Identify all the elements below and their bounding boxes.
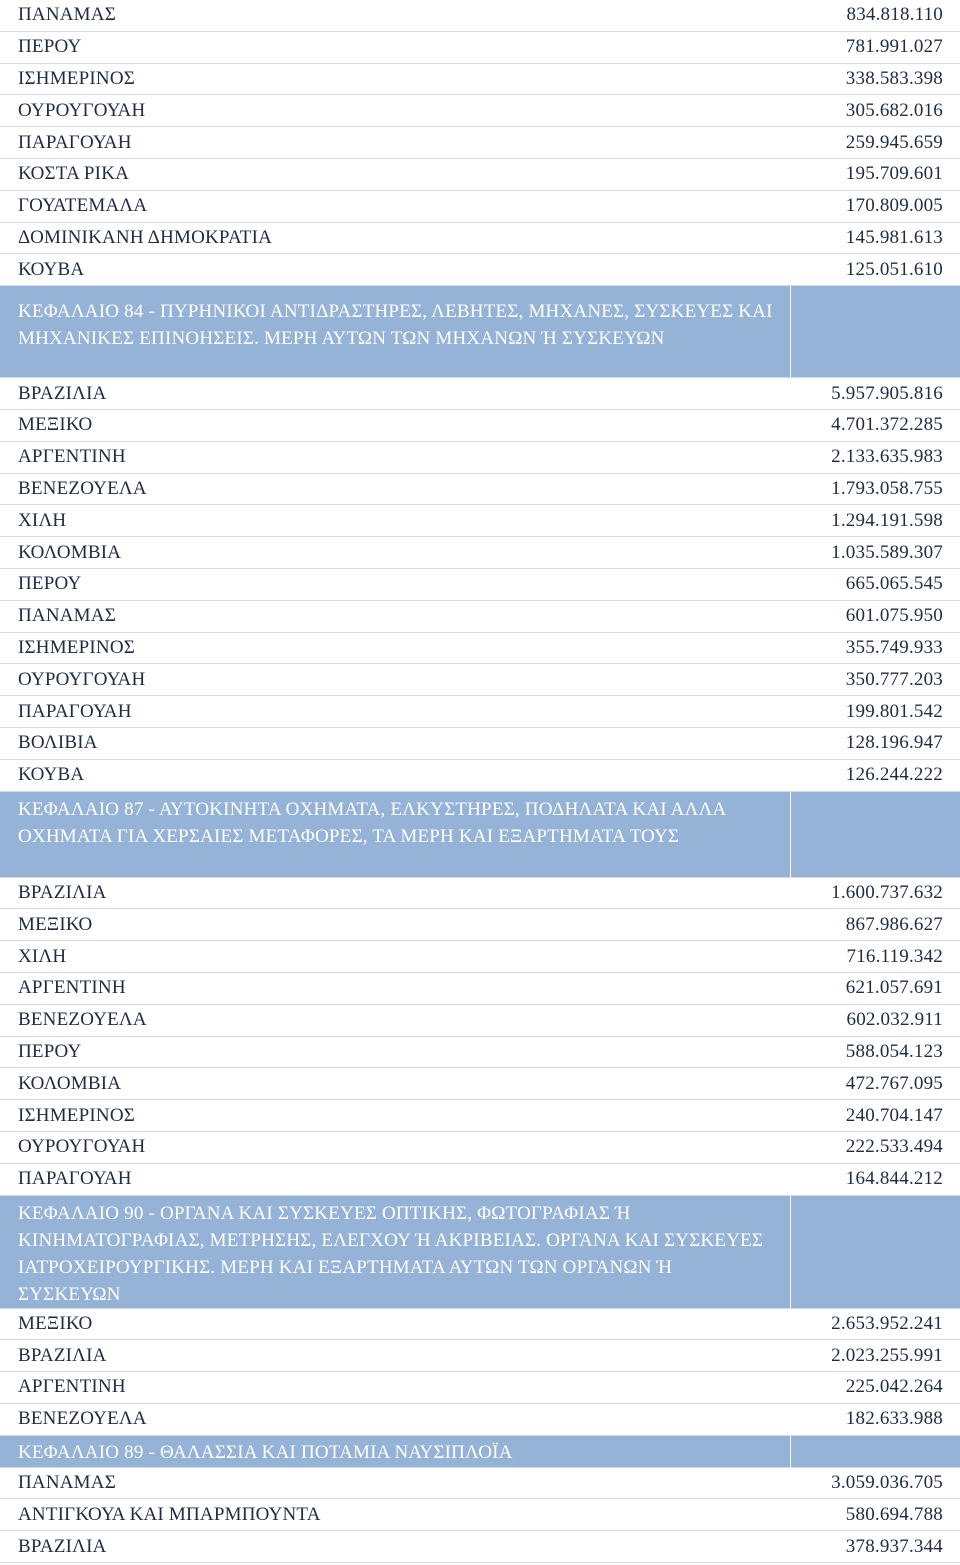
country-name: ΓΟΥΑΤΕΜΑΛΑ: [18, 195, 148, 217]
country-name: ΚΟΛΟΜΒΙΑ: [18, 1072, 122, 1094]
country-name: ΠΑΡΑΓΟΥΑΗ: [18, 131, 132, 153]
country-name: ΙΣΗΜΕΡΙΝΟΣ: [18, 636, 136, 658]
table-row: [0, 696, 960, 728]
table-row: [0, 1340, 960, 1372]
table-row: [0, 474, 960, 506]
country-name: ΠΕΡΟΥ: [18, 1040, 82, 1062]
table-row: [0, 0, 960, 32]
country-name: ΑΝΤΙΓΚΟΥΑ ΚΑΙ ΜΠΑΡΜΠΟΥΝΤΑ: [18, 1503, 321, 1525]
country-name: ΠΑΡΑΓΟΥΑΗ: [18, 700, 132, 722]
table-row: [0, 728, 960, 760]
chapter-87-rows: [0, 878, 960, 1196]
country-name: ΟΥΡΟΥΓΟΥΑΗ: [18, 668, 146, 690]
table-row: [0, 95, 960, 127]
chapter-89-header: [0, 1436, 960, 1468]
table-row: [0, 191, 960, 223]
export-value: 145.981.613: [845, 226, 943, 248]
export-value: 350.777.203: [845, 668, 943, 690]
table-row: [0, 601, 960, 633]
table-row: [0, 569, 960, 601]
export-value: 2.653.952.241: [831, 1312, 943, 1334]
country-name: ΜΕΞΙΚΟ: [18, 913, 93, 935]
country-name: ΠΕΡΟΥ: [18, 36, 82, 58]
table-row: [0, 1372, 960, 1404]
country-name: ΒΟΛΙΒΙΑ: [18, 732, 98, 754]
table-row: [0, 537, 960, 569]
country-name: ΒΕΝΕΖΟΥΕΛΑ: [18, 1408, 147, 1430]
export-value: 355.749.933: [845, 636, 943, 658]
table-row: [0, 378, 960, 410]
table-row: [0, 941, 960, 973]
table-row: [0, 410, 960, 442]
chapter-90-title: ΚΕΦΑΛΑΙΟ 90 - ΟΡΓΑΝΑ ΚΑΙ ΣΥΣΚΕΥΕΣ ΟΠΤΙΚΗΣ, ΦΩΤΟΓΡΑΦΙΑΣ Ή ΚΙΝΗΜΑΤΟΓΡΑΦΙΑΣ, ΜΕΤΡΗΣΗΣ, ΕΛΕΓΧΟΥ Ή ΑΚΡΙΒΕΙΑΣ. ΟΡΓΑΝΑ ΚΑΙ ΣΥΣΚΕΥΕΣ ΙΑΤΡΟΧΕΙΡΟΥΡΓΙΚΗΣ. ΜΕΡΗ ΚΑΙ ΕΞΑΡΤΗΜΑΤΑ ΑΥΤΩΝ ΤΩΝ ΟΡΓΑΝΩΝ Ή ΣΥΣΚΕΥΩΝ: [18, 1202, 764, 1305]
country-name: ΒΕΝΕΖΟΥΕΛΑ: [18, 477, 147, 499]
export-value: 601.075.950: [845, 605, 943, 627]
export-value: 621.057.691: [845, 977, 943, 999]
table-row: [0, 664, 960, 696]
group-top: [0, 0, 960, 286]
chapter-84-title: ΚΕΦΑΛΑΙΟ 84 - ΠΥΡΗΝΙΚΟΙ ΑΝΤΙΔΡΑΣΤΗΡΕΣ, ΛΕΒΗΤΕΣ, ΜΗΧΑΝΕΣ, ΣΥΣΚΕΥΕΣ ΚΑΙ ΜΗΧΑΝΙΚΕΣ ΕΠΙΝΟΗΣΕΙΣ. ΜΕΡΗ ΑΥΤΩΝ ΤΩΝ ΜΗΧΑΝΩΝ Ή ΣΥΣΚΕΥΩΝ: [18, 301, 773, 350]
export-value: 1.793.058.755: [831, 477, 943, 499]
country-name: ΚΟΛΟΜΒΙΑ: [18, 541, 122, 563]
table-row: [0, 223, 960, 255]
table-row: [0, 973, 960, 1005]
country-name: ΙΣΗΜΕΡΙΝΟΣ: [18, 67, 136, 89]
export-value: 128.196.947: [845, 732, 943, 754]
chapter-87-title: ΚΕΦΑΛΑΙΟ 87 - ΑΥΤΟΚΙΝΗΤΑ ΟΧΗΜΑΤΑ, ΕΛΚΥΣΤΗΡΕΣ, ΠΟΔΗΛΑΤΑ ΚΑΙ ΑΛΛΑ ΟΧΗΜΑΤΑ ΓΙΑ ΧΕΡΣΑΙΕΣ ΜΕΤΑΦΟΡΕΣ, ΤΑ ΜΕΡΗ ΚΑΙ ΕΞΑΡΤΗΜΑΤΑ ΤΟΥΣ: [18, 798, 726, 847]
table-row: [0, 159, 960, 191]
table-row: [0, 1531, 960, 1563]
table-row: [0, 1037, 960, 1069]
export-value: 781.991.027: [845, 36, 943, 58]
export-value: 378.937.344: [845, 1535, 943, 1557]
header-divider: [790, 1436, 791, 1467]
export-value: 222.533.494: [845, 1136, 943, 1158]
country-name: ΠΑΝΑΜΑΣ: [18, 1472, 116, 1494]
export-value: 588.054.123: [845, 1040, 943, 1062]
export-value: 716.119.342: [846, 945, 943, 967]
chapter-89-title: ΚΕΦΑΛΑΙΟ 89 - ΘΑΛΑΣΣΙΑ ΚΑΙ ΠΟΤΑΜΙΑ ΝΑΥΣΙΠΛΟΪΑ: [18, 1441, 513, 1463]
table-row: [0, 760, 960, 792]
chapter-87-header: [0, 792, 960, 878]
export-value: 834.818.110: [846, 4, 943, 26]
country-name: ΑΡΓΕΝΤΙΝΗ: [18, 1376, 126, 1398]
export-value: 225.042.264: [845, 1376, 943, 1398]
table-row: [0, 1005, 960, 1037]
export-value: 3.059.036.705: [831, 1472, 943, 1494]
export-value: 182.633.988: [845, 1408, 943, 1430]
country-name: ΚΟΥΒΑ: [18, 764, 85, 786]
export-value: 2.023.255.991: [831, 1344, 943, 1366]
table-row: [0, 1309, 960, 1341]
export-value: 602.032.911: [846, 1009, 943, 1031]
export-value: 665.065.545: [845, 573, 943, 595]
country-name: ΒΡΑΖΙΛΙΑ: [18, 881, 107, 903]
table-row: [0, 1132, 960, 1164]
table-row: [0, 1404, 960, 1436]
country-name: ΜΕΞΙΚΟ: [18, 414, 93, 436]
export-value: 195.709.601: [845, 163, 943, 185]
country-name: ΠΑΡΑΓΟΥΑΗ: [18, 1168, 132, 1190]
country-name: ΑΡΓΕΝΤΙΝΗ: [18, 446, 126, 468]
country-name: ΒΡΑΖΙΛΙΑ: [18, 382, 107, 404]
export-value: 305.682.016: [845, 99, 943, 121]
country-name: ΒΡΑΖΙΛΙΑ: [18, 1344, 107, 1366]
export-value: 240.704.147: [845, 1104, 943, 1126]
header-divider: [790, 1196, 791, 1308]
export-value: 199.801.542: [845, 700, 943, 722]
chapter-84-header: [0, 286, 960, 378]
table-row: [0, 909, 960, 941]
export-value: 472.767.095: [845, 1072, 943, 1094]
country-name: ΟΥΡΟΥΓΟΥΑΗ: [18, 1136, 146, 1158]
table-row: [0, 1068, 960, 1100]
export-value: 259.945.659: [845, 131, 943, 153]
country-name: ΚΟΥΒΑ: [18, 258, 85, 280]
export-value: 5.957.905.816: [831, 382, 943, 404]
table-row: [0, 442, 960, 474]
export-value: 164.844.212: [845, 1168, 943, 1190]
chapter-84-rows: [0, 378, 960, 791]
export-value: 338.583.398: [845, 67, 943, 89]
export-value: 1.294.191.598: [831, 509, 943, 531]
export-value: 580.694.788: [845, 1503, 943, 1525]
table-row: [0, 1499, 960, 1531]
export-value: 1.035.589.307: [831, 541, 943, 563]
table-row: [0, 878, 960, 910]
country-name: ΠΑΝΑΜΑΣ: [18, 605, 116, 627]
table-row: [0, 127, 960, 159]
table-row: [0, 505, 960, 537]
export-value: 2.133.635.983: [831, 446, 943, 468]
table-row: [0, 32, 960, 64]
country-name: ΒΕΝΕΖΟΥΕΛΑ: [18, 1009, 147, 1031]
chapter-90-header: [0, 1196, 960, 1309]
table-row: [0, 633, 960, 665]
country-name: ΟΥΡΟΥΓΟΥΑΗ: [18, 99, 146, 121]
export-value: 1.600.737.632: [831, 881, 943, 903]
chapter-89-rows: [0, 1468, 960, 1563]
country-name: ΔΟΜΙΝΙΚΑΝΗ ΔΗΜΟΚΡΑΤΙΑ: [18, 226, 273, 248]
export-value: 170.809.005: [845, 195, 943, 217]
table-row: [0, 1100, 960, 1132]
country-name: ΒΡΑΖΙΛΙΑ: [18, 1535, 107, 1557]
country-name: ΑΡΓΕΝΤΙΝΗ: [18, 977, 126, 999]
header-divider: [790, 792, 791, 877]
table-row: [0, 1468, 960, 1500]
export-value: 4.701.372.285: [831, 414, 943, 436]
table-row: [0, 64, 960, 96]
export-value: 125.051.610: [845, 258, 943, 280]
chapter-90-rows: [0, 1309, 960, 1436]
table-row: [0, 1164, 960, 1196]
export-value: 126.244.222: [845, 764, 943, 786]
country-name: ΙΣΗΜΕΡΙΝΟΣ: [18, 1104, 136, 1126]
header-divider: [790, 286, 791, 377]
table-row: [0, 254, 960, 286]
export-value: 867.986.627: [845, 913, 943, 935]
country-name: ΧΙΛΗ: [18, 509, 67, 531]
country-name: ΜΕΞΙΚΟ: [18, 1312, 93, 1334]
country-name: ΚΟΣΤΑ ΡΙΚΑ: [18, 163, 130, 185]
country-name: ΧΙΛΗ: [18, 945, 67, 967]
country-name: ΠΑΝΑΜΑΣ: [18, 4, 116, 26]
country-name: ΠΕΡΟΥ: [18, 573, 82, 595]
